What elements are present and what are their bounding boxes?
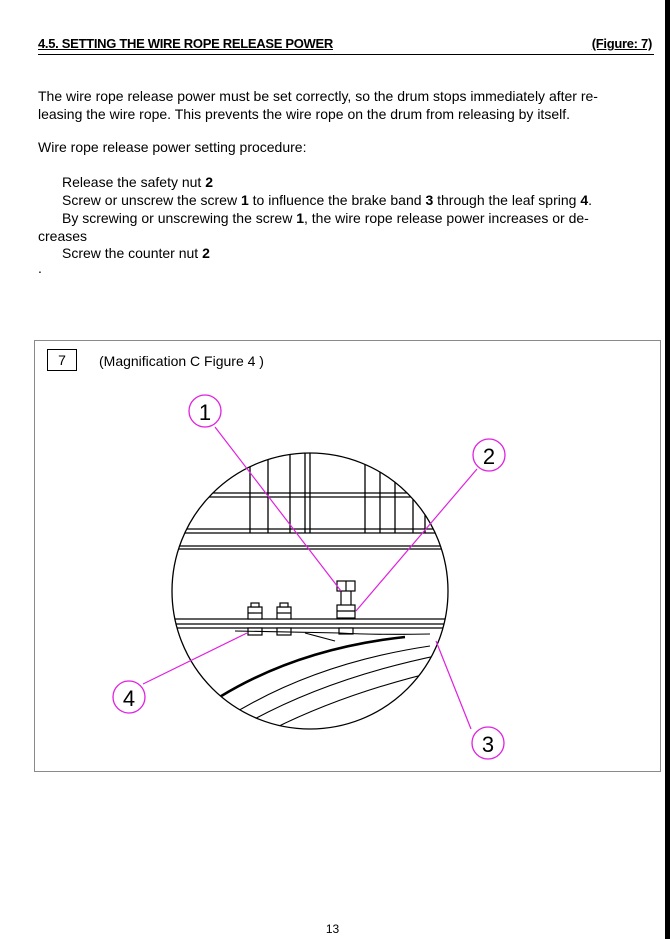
step-counter-nut: Screw the counter nut 2	[62, 245, 210, 261]
step-screw-unscrew: Screw or unscrew the screw 1 to influence the brake band 3 through the leaf spring 4.	[62, 192, 593, 208]
figure-number: 7	[47, 349, 77, 371]
intro-line-1: The wire rope release power must be set correctly, so the drum stops immediately after re-	[38, 88, 598, 104]
step-release-safety-nut: Release the safety nut 2	[62, 174, 213, 190]
figure-reference: (Figure: 7)	[591, 36, 652, 51]
magnified-view	[165, 453, 460, 756]
svg-text:1: 1	[198, 400, 212, 425]
figure-frame	[34, 340, 661, 772]
intro-line-2: leasing the wire rope. This prevents the wire rope on the drum from releasing by itself.	[38, 106, 570, 122]
page-edge-bar	[665, 0, 670, 939]
svg-text:4: 4	[122, 686, 136, 711]
callout-4	[113, 681, 145, 713]
callout-2	[473, 439, 505, 471]
svg-text:2: 2	[482, 444, 496, 469]
stray-mark: .	[38, 260, 42, 276]
step-power-change-continued: creases	[38, 228, 88, 244]
intro-paragraph	[38, 87, 643, 123]
page-number: 13	[325, 922, 340, 936]
procedure-heading: Wire rope release power setting procedure:	[38, 139, 307, 155]
section-title: 4.5. SETTING THE WIRE ROPE RELEASE POWER	[38, 36, 333, 51]
step-power-change: By screwing or unscrewing the screw 1, the wire rope release power increases or de-	[62, 210, 589, 226]
callout-1	[189, 395, 221, 427]
section-heading	[38, 36, 654, 55]
svg-text:3: 3	[481, 732, 495, 757]
brake-magnification-drawing	[35, 341, 660, 771]
callout-3	[472, 727, 504, 759]
figure-caption: (Magnification C Figure 4 )	[99, 353, 264, 369]
